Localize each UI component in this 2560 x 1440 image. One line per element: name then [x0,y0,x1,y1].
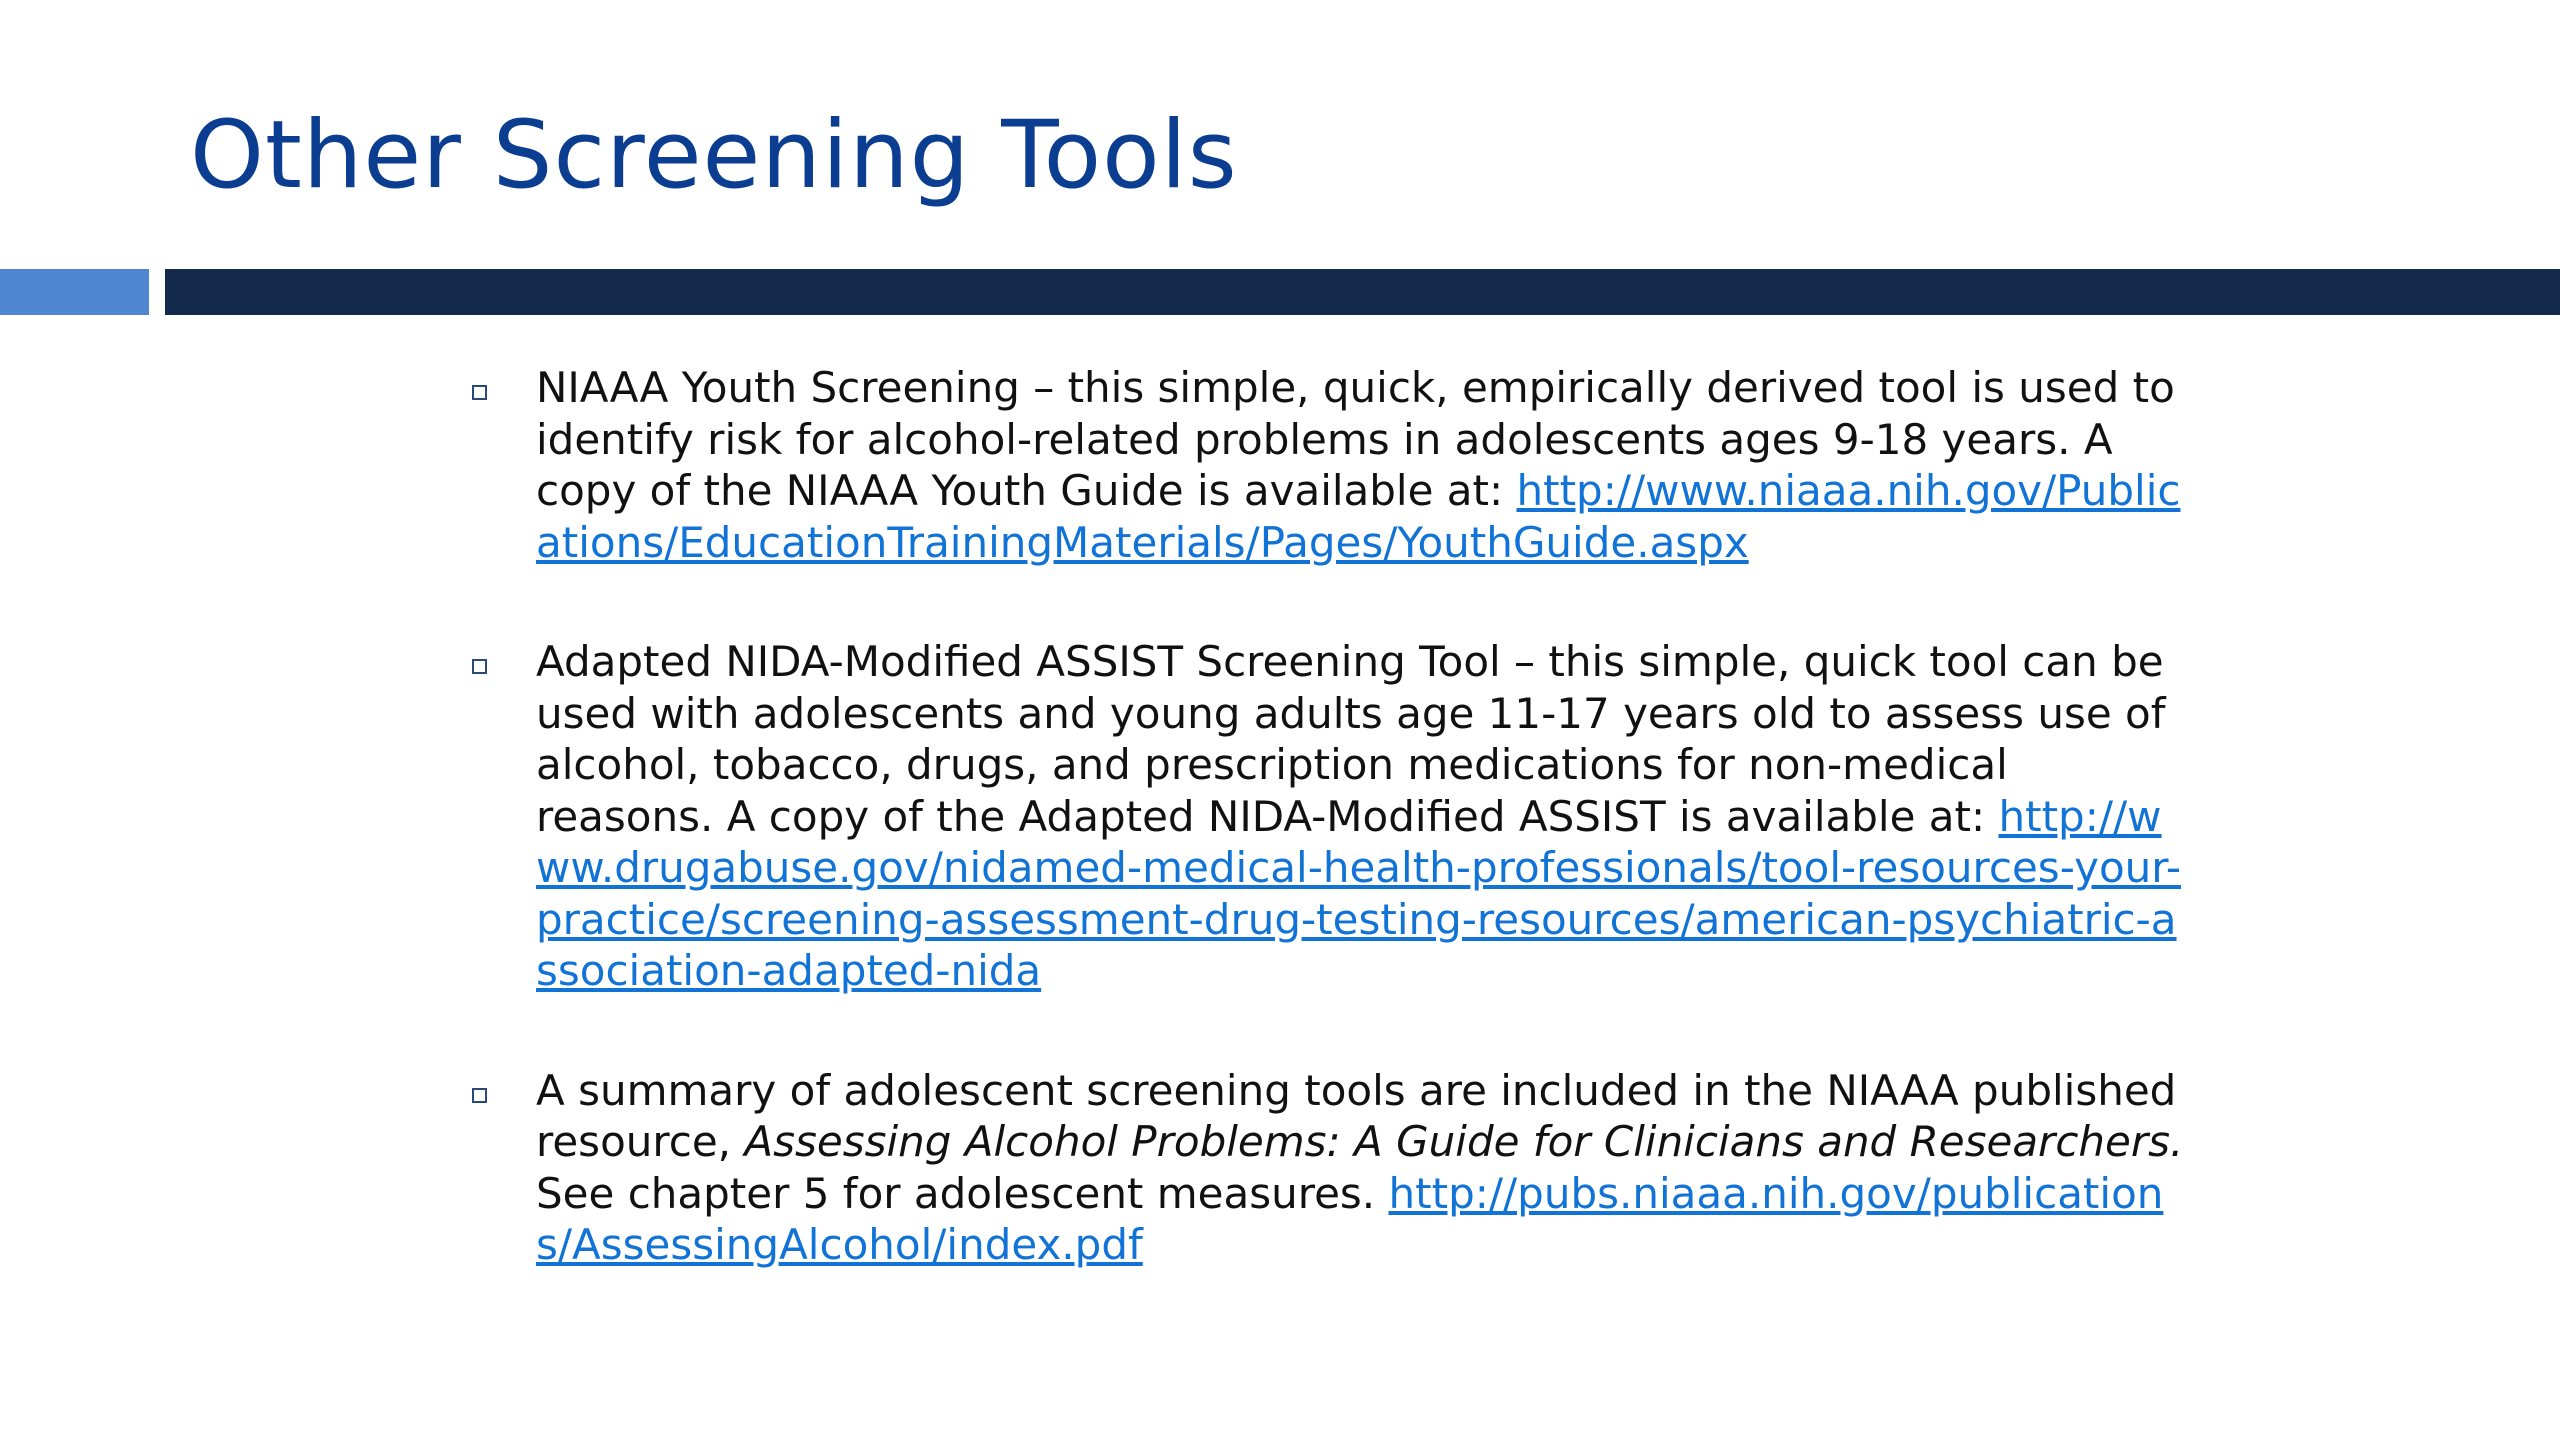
slide-title: Other Screening Tools [190,101,1238,210]
bullet-body: Adapted NIDA-Modified ASSIST Screening Tool – this simple, quick tool can be used with adolescents and young adults age 11-17 years old to assess use of alcohol, tobacco, drugs, and prescription medications for non-medical reasons. A copy of the Adapted NIDA-Modified ASSIST is available at: [536,637,2166,841]
bullet-text [536,1065,2188,1271]
nida-assist-link[interactable]: http://www.drugabuse.gov/nidamed-medical-health-professionals/tool-resources-your-practice/screening-assessment-drug-testing-resources/american-psychiatric-association-adapted-nida [536,791,2182,995]
bullet-text [536,636,2188,997]
youth-guide-link[interactable]: http://www.niaaa.nih.gov/Publications/EducationTrainingMaterials/Pages/YouthGuide.aspx [536,466,2181,567]
bullet-body: NIAAA Youth Screening – this simple, quick, empirically derived tool is used to identify risk for alcohol-related problems in adolescents ages 9-18 years. A copy of the NIAAA Youth Guide is available at: [536,363,2175,515]
assessing-alcohol-link[interactable]: http://pubs.niaaa.nih.gov/publications/AssessingAlcohol/index.pdf [536,1168,2164,1269]
square-bullet-icon [472,385,487,400]
bullet-item-nida-assist [468,636,2188,997]
bullet-list [468,362,2188,1339]
publication-title: Assessing Alcohol Problems: A Guide for Clinicians and Researchers. [744,1117,2184,1166]
title-accent-bar [0,269,149,315]
bullet-item-niaaa-youth-screening [468,362,2188,568]
square-bullet-icon [472,659,487,674]
bullet-text [536,362,2188,568]
bullet-body: A summary of adolescent screening tools are included in the NIAAA published resource, [536,1065,2177,1166]
bullet-body-cont: See chapter 5 for adolescent measures. [536,1168,1389,1218]
bullet-item-assessing-alcohol [468,1065,2188,1271]
title-divider-bar [165,269,2560,315]
square-bullet-icon [472,1088,487,1103]
